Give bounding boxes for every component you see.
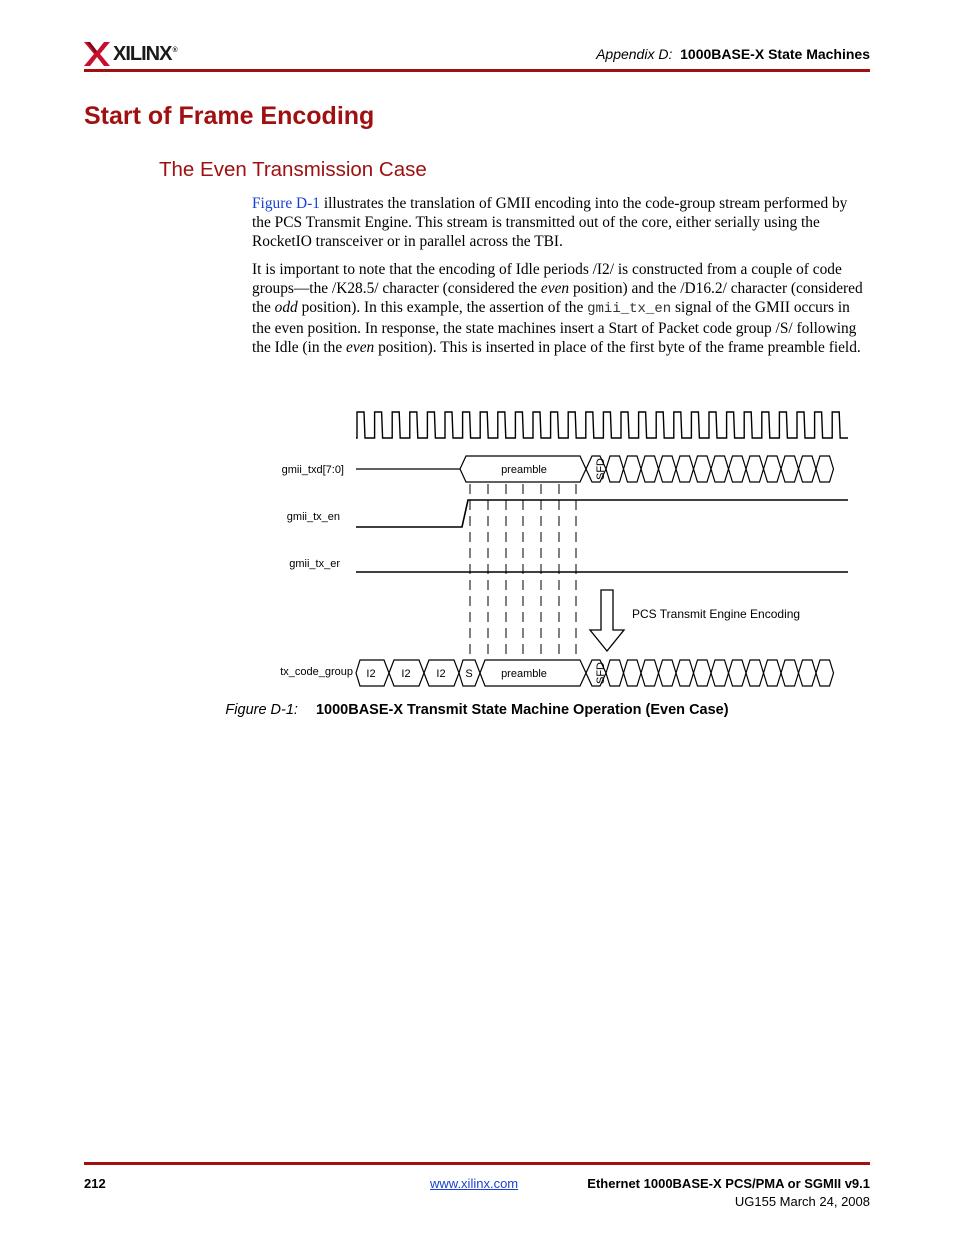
- paragraph-1: Figure D-1 illustrates the translation of GMII encoding into the code-group stream performed by the PCS Transmit Engine. This stream is transmitted out of the core, either serially using the RocketIO transceiver or in parallel across the TBI.: [252, 195, 848, 250]
- clock-waveform: [356, 412, 848, 438]
- code-group-data-cell: [746, 660, 764, 686]
- footer-url-link[interactable]: www.xilinx.com: [430, 1176, 519, 1191]
- code-group-data-cell: [694, 660, 712, 686]
- code-group-sfd-label: SFD: [595, 662, 607, 684]
- figure-caption: [0, 702, 954, 718]
- txd-data-cell: [764, 456, 782, 482]
- code-group-data-cell: [624, 660, 642, 686]
- code-group-data-cell: [799, 660, 817, 686]
- code-group-data-cell: [729, 660, 747, 686]
- encoding-arrow-label: PCS Transmit Engine Encoding: [632, 607, 801, 621]
- footer-rule: [84, 1162, 870, 1165]
- code-group-idle-2: I2: [401, 668, 411, 680]
- code-group-preamble-label: preamble: [501, 668, 547, 680]
- txd-data-cell: [641, 456, 659, 482]
- signal-label-code-group: tx_code_group: [280, 666, 353, 678]
- code-group-data-cell: [606, 660, 624, 686]
- appendix-prefix: Appendix D:: [596, 46, 673, 62]
- signal-label-tx-er: gmii_tx_er: [289, 558, 340, 570]
- signal-label-tx-en: gmii_tx_en: [286, 511, 340, 523]
- footer-doc-title: Ethernet 1000BASE-X PCS/PMA or SGMII v9.1: [587, 1176, 870, 1191]
- tx-en-waveform: [356, 500, 848, 527]
- code-group-data-cell: [764, 660, 782, 686]
- txd-data-cell: [729, 456, 747, 482]
- logo-wordmark: XILINX®: [113, 42, 177, 65]
- running-head: [596, 46, 870, 62]
- xilinx-logo: [84, 40, 177, 68]
- subsection-title: The Even Transmission Case: [159, 158, 427, 181]
- figure-caption-number: Figure D-1:: [225, 702, 298, 718]
- code-group-data-cell: [816, 660, 834, 686]
- code-group-data-cell: [659, 660, 677, 686]
- footer-doc-id: UG155 March 24, 2008: [734, 1194, 870, 1209]
- appendix-title: 1000BASE-X State Machines: [680, 46, 870, 62]
- txd-data-cell: [694, 456, 712, 482]
- txd-data-cell: [659, 456, 677, 482]
- code-group-idle-3: I2: [436, 668, 446, 680]
- txd-data-cell: [781, 456, 799, 482]
- txd-data-cell: [676, 456, 694, 482]
- paragraph-2: It is important to note that the encoding of Idle periods /I2/ is constructed from a couple of code groups—the /K28.5/ character (considered the even position) and the /D16.2/ character (considered the odd position). In this example, the assertion of the gmii_tx_en signal of the GMII occurs in the even position. In response, the state machines insert a Start of Packet code group /S/ following the Idle (in the even position). This is inserted in place of the first byte of the frame preamble field.: [252, 261, 863, 356]
- code-group-idle-1: I2: [366, 668, 376, 680]
- page-number: 212: [84, 1176, 106, 1191]
- footer-doc-info: [587, 1175, 870, 1211]
- alignment-guides: [470, 484, 576, 658]
- code-group-data-cell: [641, 660, 659, 686]
- code-group-data-cell: [711, 660, 729, 686]
- txd-sfd-label: SFD: [595, 458, 607, 480]
- txd-preamble-label: preamble: [501, 464, 547, 476]
- txd-data-cell: [816, 456, 834, 482]
- xilinx-logo-icon: [84, 42, 110, 66]
- figure-caption-text: 1000BASE-X Transmit State Machine Operation (Even Case): [315, 702, 729, 718]
- code-group-data-cell: [781, 660, 799, 686]
- figure-link[interactable]: Figure D-1: [252, 195, 320, 212]
- txd-data-cell: [606, 456, 624, 482]
- signal-label-txd: gmii_txd[7:0]: [281, 464, 344, 476]
- code-gmii-tx-en: gmii_tx_en: [587, 301, 672, 317]
- txd-data-cell: [711, 456, 729, 482]
- section-title: Start of Frame Encoding: [84, 102, 375, 130]
- txd-data-cell: [746, 456, 764, 482]
- txd-data-cell: [624, 456, 642, 482]
- code-group-data-cell: [676, 660, 694, 686]
- code-group-start: S: [465, 668, 473, 680]
- timing-diagram: [0, 400, 954, 700]
- txd-data-cell: [799, 456, 817, 482]
- header-rule: [84, 69, 870, 72]
- encoding-arrow-icon: [590, 590, 624, 651]
